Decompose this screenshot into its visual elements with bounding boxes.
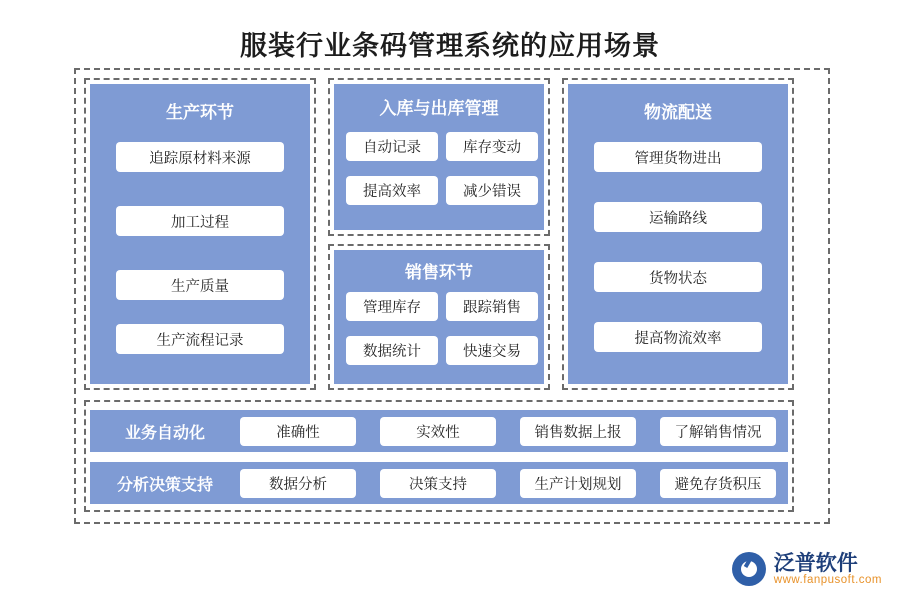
automation-row-items bbox=[240, 417, 788, 446]
warehouse-item[interactable]: 减少错误 bbox=[446, 176, 538, 205]
warehouse-title: 入库与出库管理 bbox=[379, 99, 499, 119]
automation-row-label: 业务自动化 bbox=[124, 422, 205, 442]
sales-item[interactable]: 数据统计 bbox=[346, 336, 438, 365]
analysis-item[interactable]: 避免存货积压 bbox=[660, 469, 776, 498]
automation-item[interactable]: 实效性 bbox=[380, 417, 496, 446]
production-panel bbox=[90, 84, 310, 384]
warehouse-panel bbox=[334, 84, 544, 230]
sales-title: 销售环节 bbox=[405, 263, 473, 283]
logistics-item[interactable]: 管理货物进出 bbox=[594, 142, 762, 172]
production-item[interactable]: 生产流程记录 bbox=[116, 324, 284, 354]
logistics-title: 物流配送 bbox=[644, 103, 712, 123]
warehouse-item[interactable]: 提高效率 bbox=[346, 176, 438, 205]
analysis-item[interactable]: 生产计划规划 bbox=[520, 469, 636, 498]
production-item[interactable]: 生产质量 bbox=[116, 270, 284, 300]
sales-item[interactable]: 管理库存 bbox=[346, 292, 438, 321]
brand-text bbox=[773, 549, 882, 586]
logistics-item[interactable]: 运输路线 bbox=[594, 202, 762, 232]
warehouse-item[interactable]: 自动记录 bbox=[346, 132, 438, 161]
sales-item[interactable]: 快速交易 bbox=[446, 336, 538, 365]
brand-url: www.fanpusoft.com bbox=[773, 573, 882, 586]
logistics-item[interactable]: 货物状态 bbox=[594, 262, 762, 292]
analysis-item[interactable]: 决策支持 bbox=[380, 469, 496, 498]
analysis-item[interactable]: 数据分析 bbox=[240, 469, 356, 498]
page-title: 服装行业条码管理系统的应用场景 bbox=[240, 31, 660, 62]
brand-name: 泛普软件 bbox=[773, 549, 858, 575]
automation-row bbox=[90, 410, 788, 452]
warehouse-item[interactable]: 库存变动 bbox=[446, 132, 538, 161]
sales-panel bbox=[334, 250, 544, 384]
sales-item[interactable]: 跟踪销售 bbox=[446, 292, 538, 321]
production-item[interactable]: 加工过程 bbox=[116, 206, 284, 236]
automation-item[interactable]: 了解销售情况 bbox=[660, 417, 776, 446]
automation-item[interactable]: 销售数据上报 bbox=[520, 417, 636, 446]
logistics-item[interactable]: 提高物流效率 bbox=[594, 322, 762, 352]
production-item[interactable]: 追踪原材料来源 bbox=[116, 142, 284, 172]
diagram-outer-frame bbox=[74, 68, 830, 524]
logistics-panel bbox=[568, 84, 788, 384]
brand-logo bbox=[732, 549, 882, 586]
analysis-row bbox=[90, 462, 788, 504]
analysis-row-items bbox=[240, 469, 788, 498]
automation-item[interactable]: 准确性 bbox=[240, 417, 356, 446]
analysis-row-label: 分析决策支持 bbox=[116, 474, 213, 494]
brand-logo-icon bbox=[732, 552, 766, 586]
production-title: 生产环节 bbox=[166, 103, 234, 123]
